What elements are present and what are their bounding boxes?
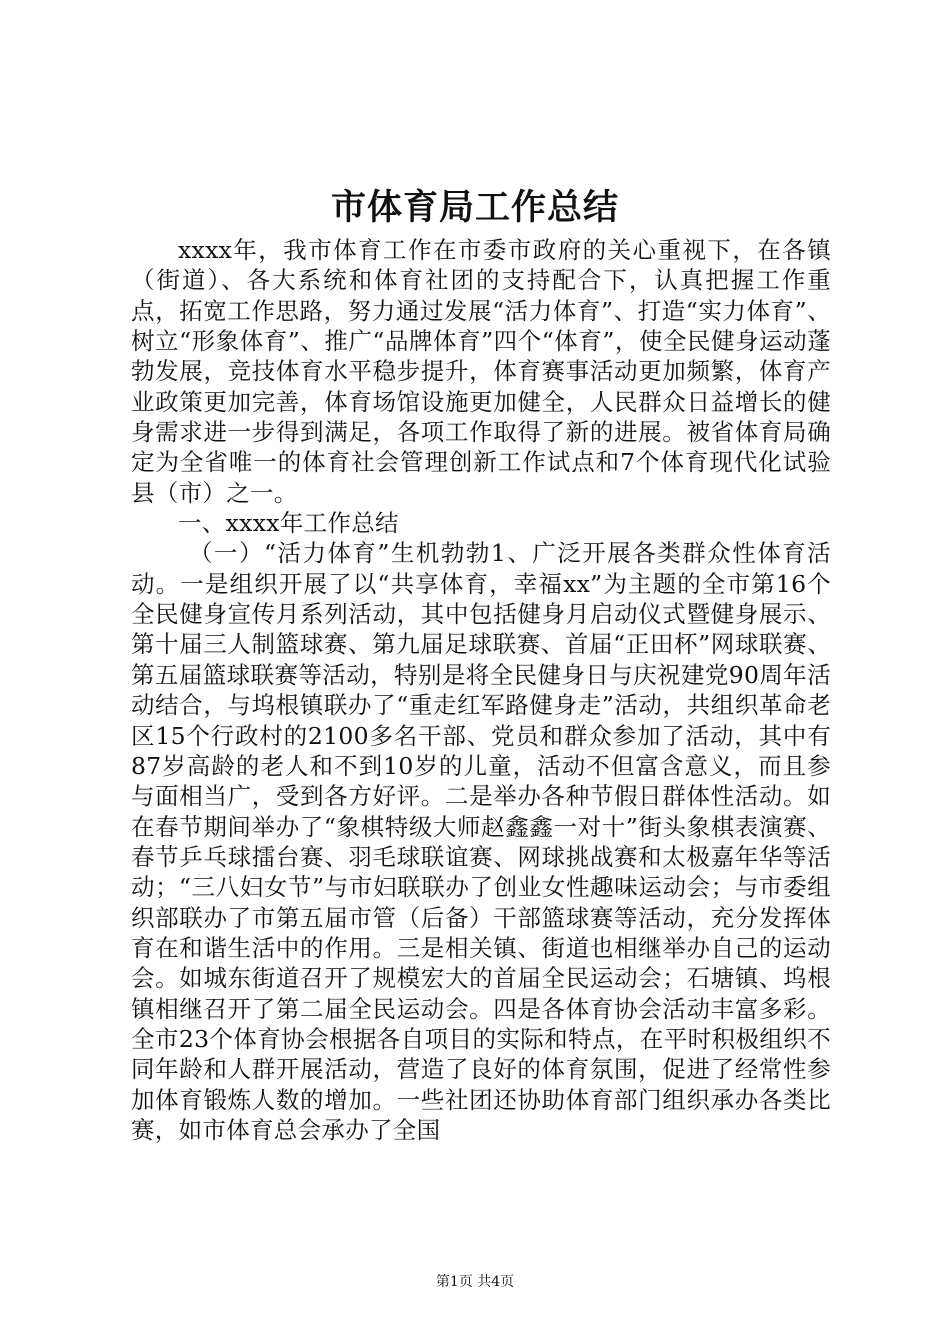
document-body — [131, 235, 831, 1145]
page-footer: 第1页 共4页 — [435, 1274, 515, 1290]
document-title: 市体育局工作总结 — [330, 187, 619, 228]
intro-paragraph: xxxx年，我市体育工作在市委市政府的关心重视下，在各镇（街道）、各大系统和体育社团的支持配合下，认真把握工作重点，拓宽工作思路，努力通过发展“活力体育”、打造“实力体育”、树立“形象体育”、推广“品牌体育”四个“体育”，使全民健身运动蓬勃发展，竞技体育水平稳步提升，体育赛事活动更加频繁，体育产业政策更加完善，体育场馆设施更加健全，人民群众日益增长的健身需求进一步得到满足，各项工作取得了新的进展。被省体育局确定为全省唯一的体育社会管理创新工作试点和7个体育现代化试验县（市）之一。 — [131, 236, 831, 507]
section-paragraph: （一）“活力体育”生机勃勃1、广泛开展各类群众性体育活动。一是组织开展了以“共享体育，幸福xx”为主题的全市第16个全民健身宣传月系列活动，其中包括健身月启动仪式暨健身展示、第十届三人制篮球赛、第九届足球联赛、首届“正田杯”网球联赛、第五届篮球联赛等活动，特别是将全民健身日与庆祝建党90周年活动结合，与坞根镇联办了“重走红军路健身走”活动，共组织革命老区15个行政村的2100多名干部、党员和群众参加了活动，其中有87岁高龄的老人和不到10岁的儿童，活动不但富含意义，而且参与面相当广，受到各方好评。二是举办各种节假日群体性活动。如在春节期间举办了“象棋特级大师赵鑫鑫一对十”街头象棋表演赛、春节乒乓球擂台赛、羽毛球联谊赛、网球挑战赛和太极嘉年华等活动；“三八妇女节”与市妇联联办了创业女性趣味运动会；与市委组织部联办了市第五届市管（后备）干部篮球赛等活动，充分发挥体育在和谐生活中的作用。三是相关镇、街道也相继举办自己的运动会。如城东街道召开了规模宏大的首届全民运动会；石塘镇、坞根镇相继召开了第二届全民运动会。四是各体育协会活动丰富多彩。全市23个体育协会根据各自项目的实际和特点，在平时积极组织不同年龄和人群开展活动，营造了良好的体育氛围，促进了经常性参加体育锻炼人数的增加。一些社团还协助体育部门组织承办各类比赛，如市体育总会承办了全国 — [131, 539, 831, 1144]
section-heading: 一、xxxx年工作总结 — [178, 509, 399, 538]
